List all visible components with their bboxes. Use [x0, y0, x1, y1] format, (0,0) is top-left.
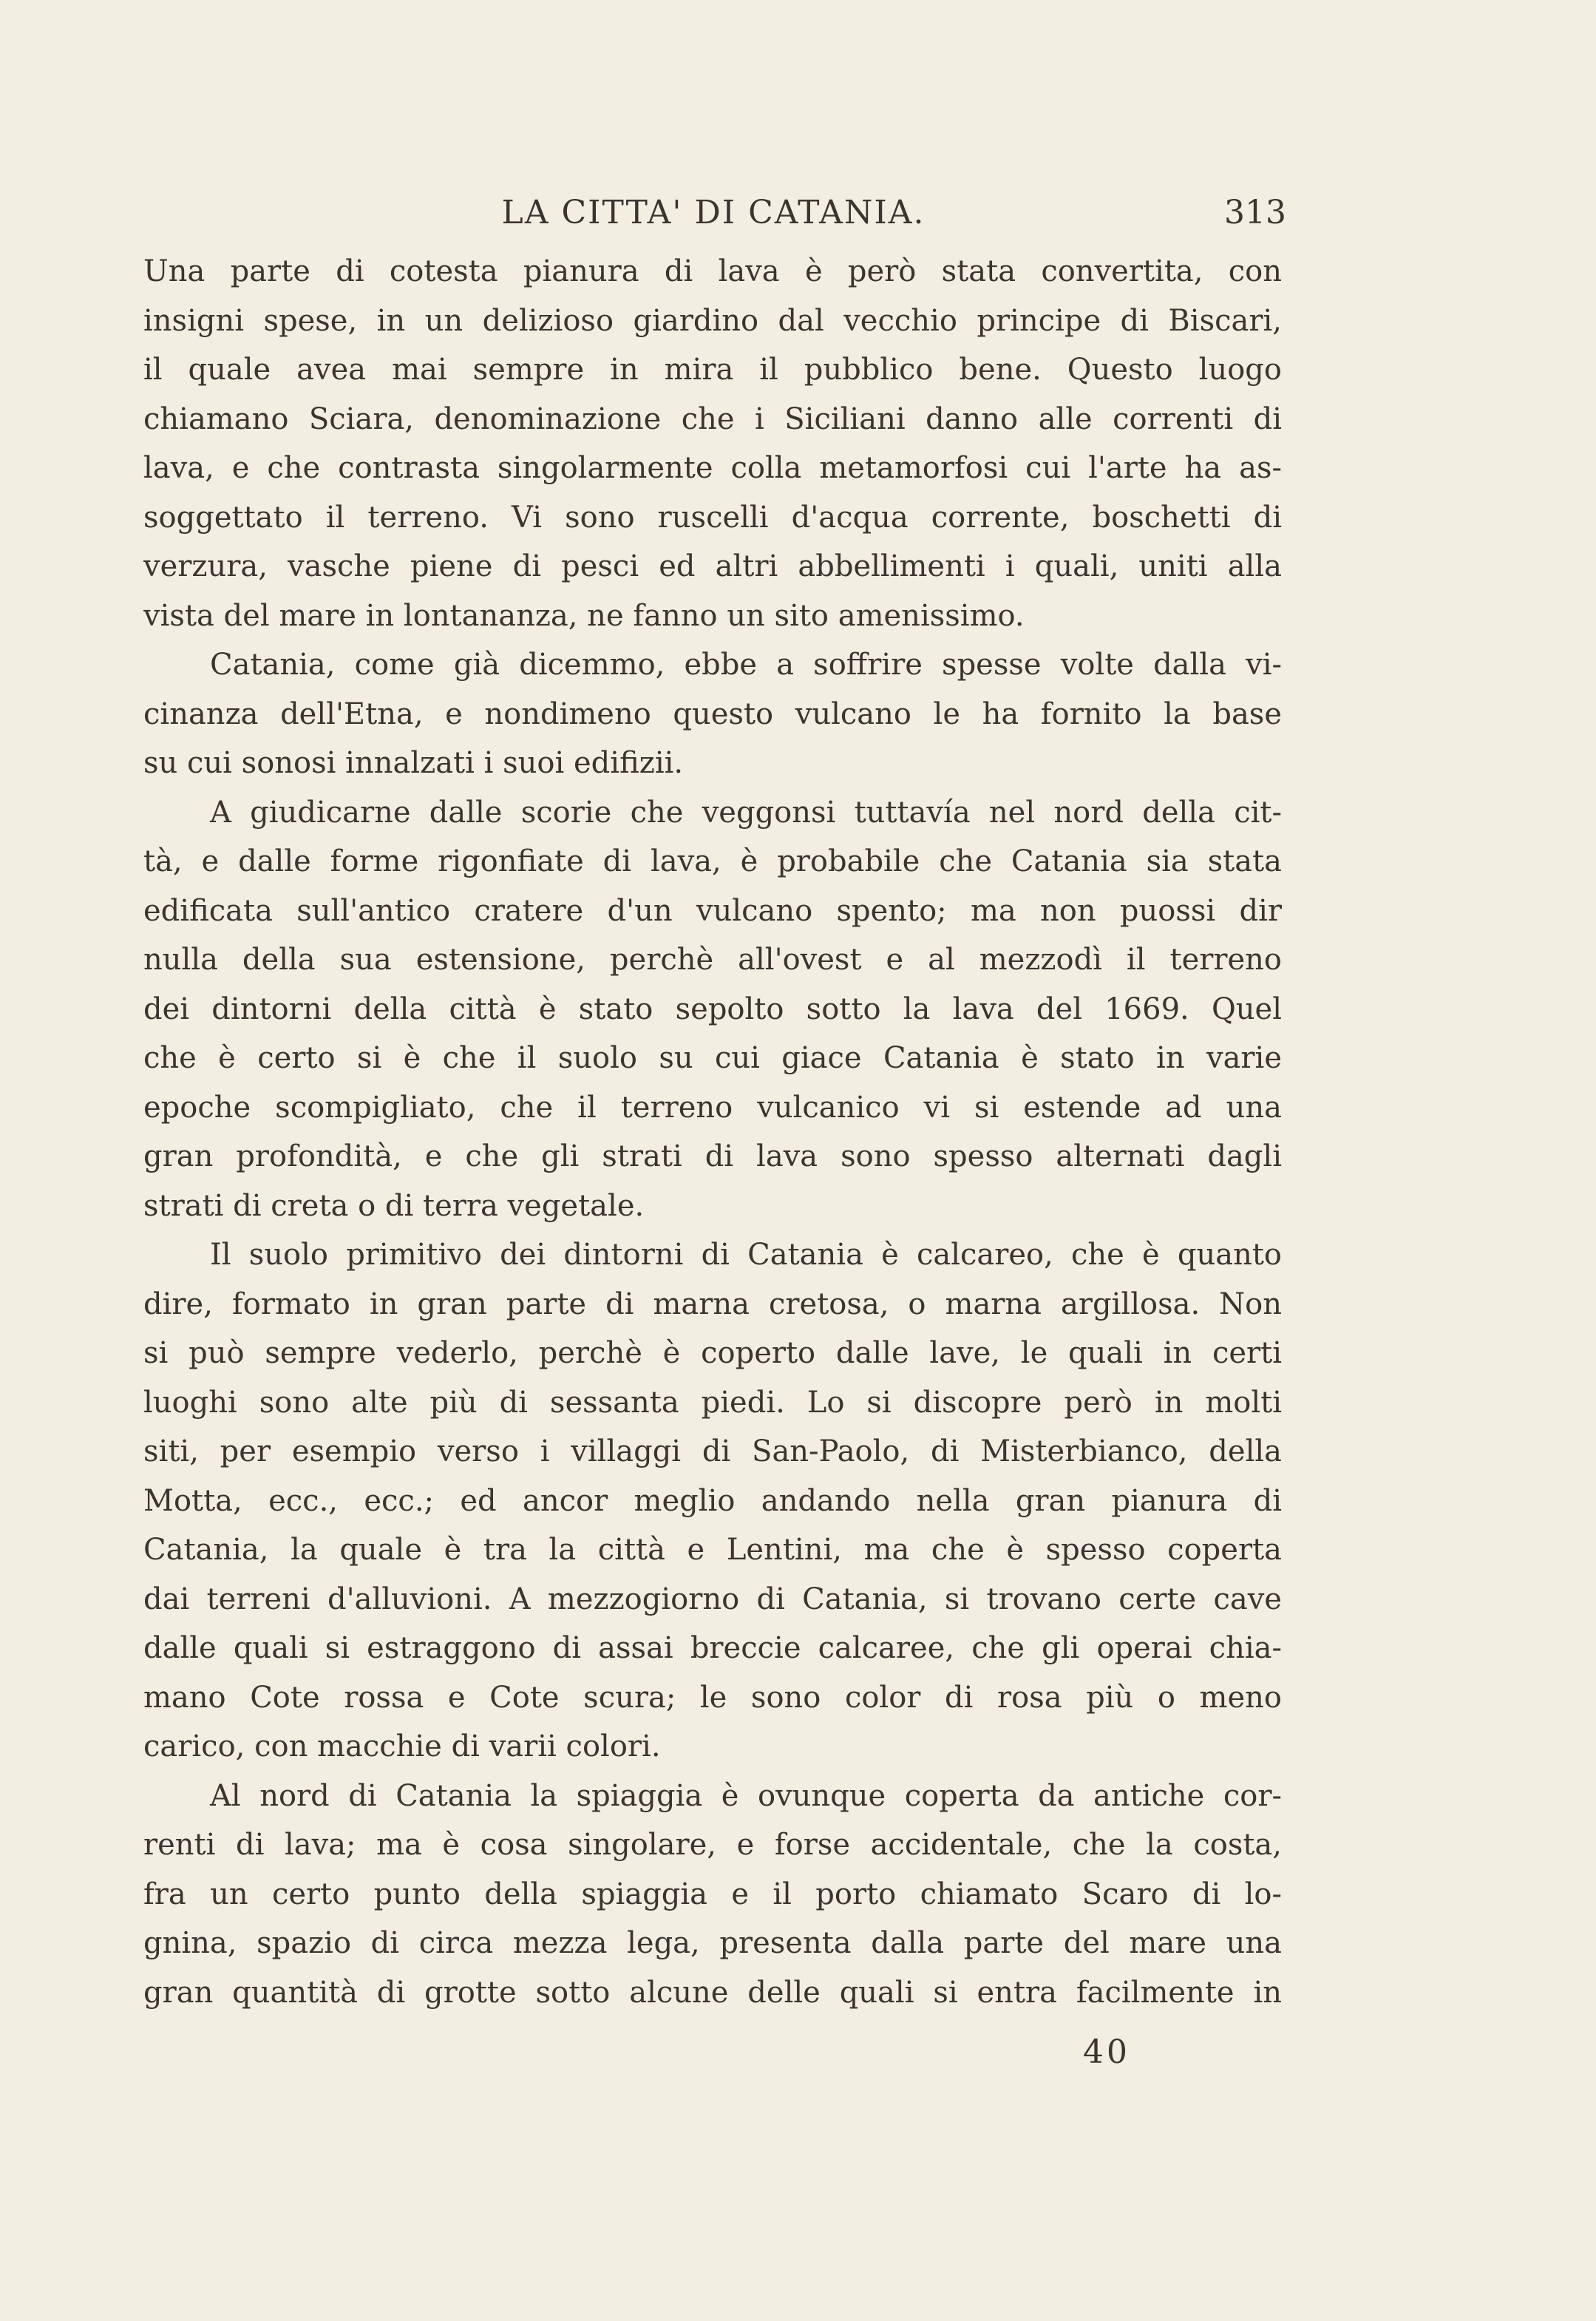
running-title: LA CITTA' DI CATANIA.: [501, 194, 926, 231]
text-line: edificata sull'antico cratere d'un vulcano spento; ma non puossi dir: [143, 893, 1282, 928]
text-line: si può sempre vederlo, perchè è coperto dalle lave, le quali in certi: [143, 1336, 1282, 1370]
text-line: luoghi sono alte più di sessanta piedi. Lo si discopre però in molti: [143, 1385, 1282, 1420]
text-line: dalle quali si estraggono di assai breccie calcaree, che gli operai chia-: [143, 1631, 1282, 1665]
text-line: gran profondità, e che gli strati di lava sono spesso alternati dagli: [143, 1139, 1282, 1173]
text-line: lava, e che contrasta singolarmente colla metamorfosi cui l'arte ha as-: [143, 451, 1282, 485]
text-line: vista del mare in lontananza, ne fanno un sito amenissimo.: [143, 598, 1025, 633]
text-line: Catania, la quale è tra la città e Lentini, ma che è spesso coperta: [143, 1533, 1282, 1567]
running-head: [140, 194, 1286, 245]
signature-mark: 40: [1083, 2033, 1130, 2071]
text-line: il quale avea mai sempre in mira il pubblico bene. Questo luogo: [143, 353, 1282, 387]
text-line: soggettato il terreno. Vi sono ruscelli d'acqua corrente, boschetti di: [143, 500, 1282, 535]
text-line: gran quantità di grotte sotto alcune delle quali si entra facilmente in: [143, 1975, 1282, 2010]
text-line: cinanza dell'Etna, e nondimeno questo vulcano le ha fornito la base: [143, 697, 1282, 731]
text-line: mano Cote rossa e Cote scura; le sono color di rosa più o meno: [143, 1680, 1282, 1715]
text-line: gnina, spazio di circa mezza lega, presenta dalla parte del mare una: [143, 1926, 1282, 1960]
text-line: tà, e dalle forme rigonfiate di lava, è probabile che Catania sia stata: [143, 844, 1282, 878]
page-number: 313: [1224, 194, 1286, 231]
text-line: nulla della sua estensione, perchè all'ovest e al mezzodì il terreno: [143, 943, 1282, 977]
text-line: Catania, come già dicemmo, ebbe a soffrire spesse volte dalla vi-: [210, 648, 1282, 682]
text-line: insigni spese, in un delizioso giardino dal vecchio principe di Biscari,: [143, 303, 1282, 338]
text-line: su cui sonosi innalzati i suoi edifizii.: [143, 746, 684, 780]
text-line: Una parte di cotesta pianura di lava è però stata convertita, con: [143, 254, 1282, 288]
text-line: chiamano Sciara, denominazione che i Siciliani danno alle correnti di: [143, 401, 1282, 436]
text-line: fra un certo punto della spiaggia e il porto chiamato Scaro di lo-: [143, 1877, 1282, 1911]
text-line: Il suolo primitivo dei dintorni di Catania è calcareo, che è quanto: [210, 1238, 1282, 1272]
text-line: Al nord di Catania la spiaggia è ovunque coperta da antiche cor-: [210, 1778, 1282, 1813]
text-line: siti, per esempio verso i villaggi di San-Paolo, di Misterbianco, della: [143, 1434, 1282, 1468]
text-line: Motta, ecc., ecc.; ed ancor meglio andando nella gran pianura di: [143, 1483, 1282, 1518]
body-text: [143, 247, 1282, 2017]
text-line: strati di creta o di terra vegetale.: [143, 1188, 645, 1223]
text-line: renti di lava; ma è cosa singolare, e forse accidentale, che la costa,: [143, 1828, 1282, 1862]
text-line: A giudicarne dalle scorie che veggonsi tuttavía nel nord della cit-: [210, 795, 1282, 830]
text-line: che è certo si è che il suolo su cui giace Catania è stato in varie: [143, 1041, 1282, 1075]
text-line: verzura, vasche piene di pesci ed altri abbellimenti i quali, uniti alla: [143, 549, 1282, 583]
text-line: dire, formato in gran parte di marna cretosa, o marna argillosa. Non: [143, 1287, 1282, 1321]
text-line: dai terreni d'alluvioni. A mezzogiorno di Catania, si trovano certe cave: [143, 1582, 1282, 1616]
text-line: dei dintorni della città è stato sepolto sotto la lava del 1669. Quel: [143, 992, 1282, 1026]
text-line: carico, con macchie di varii colori.: [143, 1729, 661, 1763]
text-line: epoche scompigliato, che il terreno vulcanico vi si estende ad una: [143, 1090, 1282, 1125]
